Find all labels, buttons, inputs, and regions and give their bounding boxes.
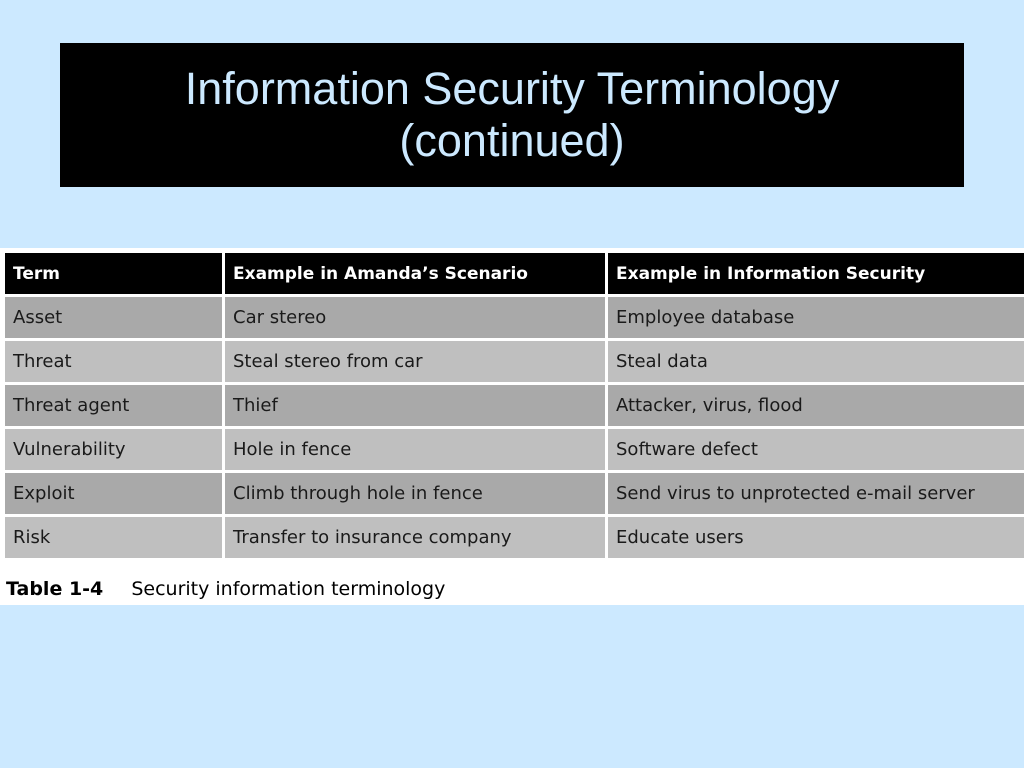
cell-infosec-example: Software defect <box>608 429 1024 470</box>
table-caption-text: Security information terminology <box>131 578 446 600</box>
slide-title-line-1: Information Security Terminology <box>184 63 840 114</box>
cell-infosec-example: Steal data <box>608 341 1024 382</box>
table-caption-label: Table 1-4 <box>6 578 104 600</box>
cell-scenario-example: Car stereo <box>225 297 605 338</box>
cell-scenario-example: Transfer to insurance company <box>225 517 605 558</box>
table-row <box>5 429 1024 470</box>
cell-term: Exploit <box>5 473 222 514</box>
table-header-row <box>5 253 1024 294</box>
table-row <box>5 385 1024 426</box>
table-row <box>5 297 1024 338</box>
cell-infosec-example: Educate users <box>608 517 1024 558</box>
header-term: Term <box>5 253 222 294</box>
cell-term: Threat agent <box>5 385 222 426</box>
slide-title-box <box>60 43 964 187</box>
cell-scenario-example: Hole in fence <box>225 429 605 470</box>
header-infosec-example: Example in Information Security <box>608 253 1024 294</box>
terminology-table <box>2 250 1024 561</box>
cell-term: Threat <box>5 341 222 382</box>
cell-term: Asset <box>5 297 222 338</box>
cell-scenario-example: Steal stereo from car <box>225 341 605 382</box>
cell-infosec-example: Employee database <box>608 297 1024 338</box>
cell-scenario-example: Thief <box>225 385 605 426</box>
table-row <box>5 341 1024 382</box>
table-row <box>5 517 1024 558</box>
header-scenario-example: Example in Amanda’s Scenario <box>225 253 605 294</box>
cell-term: Risk <box>5 517 222 558</box>
table-caption <box>6 578 445 600</box>
cell-scenario-example: Climb through hole in fence <box>225 473 605 514</box>
slide-title-line-2: (continued) <box>399 115 625 166</box>
table-row <box>5 473 1024 514</box>
cell-infosec-example: Send virus to unprotected e-mail server <box>608 473 1024 514</box>
cell-infosec-example: Attacker, virus, flood <box>608 385 1024 426</box>
cell-term: Vulnerability <box>5 429 222 470</box>
table-figure <box>0 248 1024 605</box>
